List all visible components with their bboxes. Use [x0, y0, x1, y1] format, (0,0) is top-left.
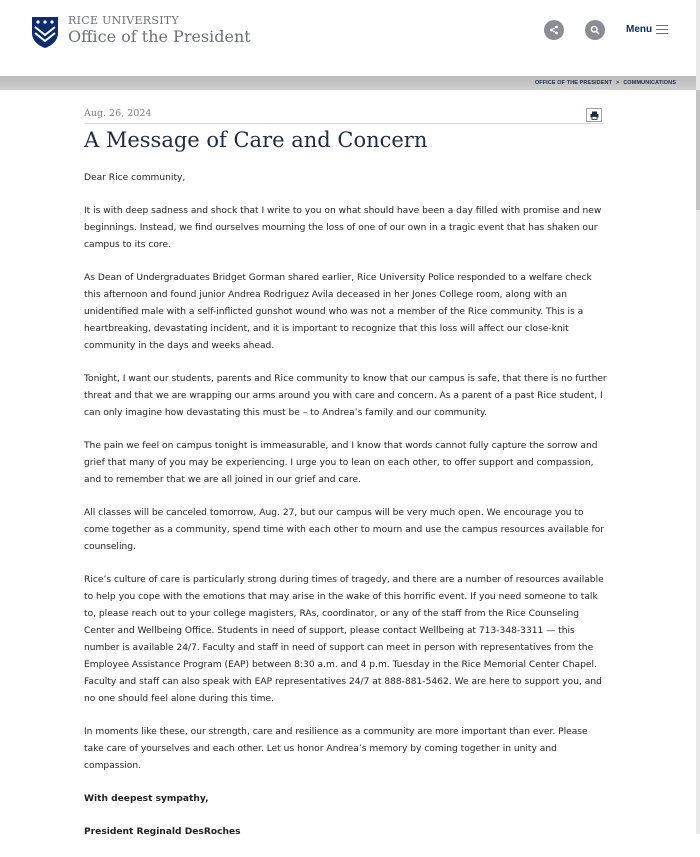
brand-office[interactable]: Office of the President: [68, 27, 251, 46]
search-button[interactable]: [585, 20, 605, 40]
article-paragraph: Rice’s culture of care is particularly strong during times of tragedy, and there are a number of resources available to help you cope with the emotions that may arise in the wake of this horrific event. If you need someone to talk to, please reach out to your college magisters, RAs, coordinator, or any of the staff from the Rice Counseling Center and Wellbeing Office. Students in need of support, please contact Wellbeing at 713-348-3311 — this number is available 24/7. Faculty and staff in need of support can meet in person with representatives from the Employee Assistance Program (EAP) between 8:30 a.m. and 4 p.m. Tuesday in the Rice Memorial Center Chapel. Faculty and staff can also speak with EAP representatives 24/7 at 888-881-5462. We are here to support you, and no one should feel alone during this time.: [84, 575, 604, 704]
breadcrumb-communications-link[interactable]: COMMUNICATIONS: [623, 80, 676, 86]
article-paragraph: As Dean of Undergraduates Bridget Gorman shared earlier, Rice University Police responded to a welfare check this afternoon and found junior Andrea Rodriguez Avila deceased in her Jones College room, along with an unidentified male with a self-inflicted gunshot wound who was not a member of the Rice community. This is a heartbreaking, devastating incident, and it is important to recognize that this loss will affect our close-knit community in the days and weeks ahead.: [84, 273, 592, 351]
title-divider: [84, 123, 604, 124]
article-date: Aug. 26, 2024: [84, 108, 152, 119]
print-icon: [590, 111, 599, 120]
brand-university[interactable]: RICE UNIVERSITY: [68, 14, 180, 27]
scrollbar-thumb[interactable]: [696, 90, 700, 210]
closing-line: With deepest sympathy,: [84, 794, 209, 804]
article-paragraph: Dear Rice community,: [84, 173, 186, 183]
article-paragraph: It is with deep sadness and shock that I write to you on what should have been a day filled with promise and new beginnings. Instead, we find ourselves mourning the loss of one of our own in a tragic event that has shaken our campus to its core.: [84, 206, 602, 250]
breadcrumb: [535, 80, 676, 86]
page-title: A Message of Care and Concern: [84, 128, 428, 152]
signature: President Reginald DesRoches: [84, 827, 241, 837]
article-paragraph: Tonight, I want our students, parents and Rice community to know that our campus is safe, that there is no further threat and that we are wrapping our arms around you with care and concern. As a parent of a past Rice student, I can only imagine how devastating this must be – to Andrea’s family and our community.: [84, 374, 607, 418]
search-icon: [590, 25, 600, 35]
menu-button[interactable]: Menu: [626, 24, 653, 35]
breadcrumb-office-link[interactable]: OFFICE OF THE PRESIDENT: [534, 80, 613, 86]
site-header: [0, 0, 696, 78]
article-paragraph: All classes will be canceled tomorrow, Aug. 27, but our campus will be very much open. We encourage you to come together as a community, spend time with each other to mourn and use the campus resources available for counseling.: [84, 508, 605, 552]
breadcrumb-separator: >: [616, 80, 620, 86]
page-scrollbar[interactable]: [696, 0, 700, 834]
rice-shield-logo[interactable]: [30, 15, 60, 49]
article-body: [84, 170, 608, 857]
article-paragraph: In moments like these, our strength, care and resilience as a community are more important than ever. Please take care of yourselves and each other. Let us honor Andrea’s memory by coming together in unity and compassion.: [84, 727, 588, 771]
print-button[interactable]: [586, 108, 602, 122]
share-icon: [549, 25, 559, 35]
hamburger-icon[interactable]: [656, 25, 668, 35]
article-paragraph: The pain we feel on campus tonight is immeasurable, and I know that words cannot fully capture the sorrow and grief that many of you may be experiencing. I urge you to lean on each other, to offer support and compassion, and to remember that we are all joined in our grief and care.: [84, 441, 598, 485]
share-button[interactable]: [544, 20, 564, 40]
